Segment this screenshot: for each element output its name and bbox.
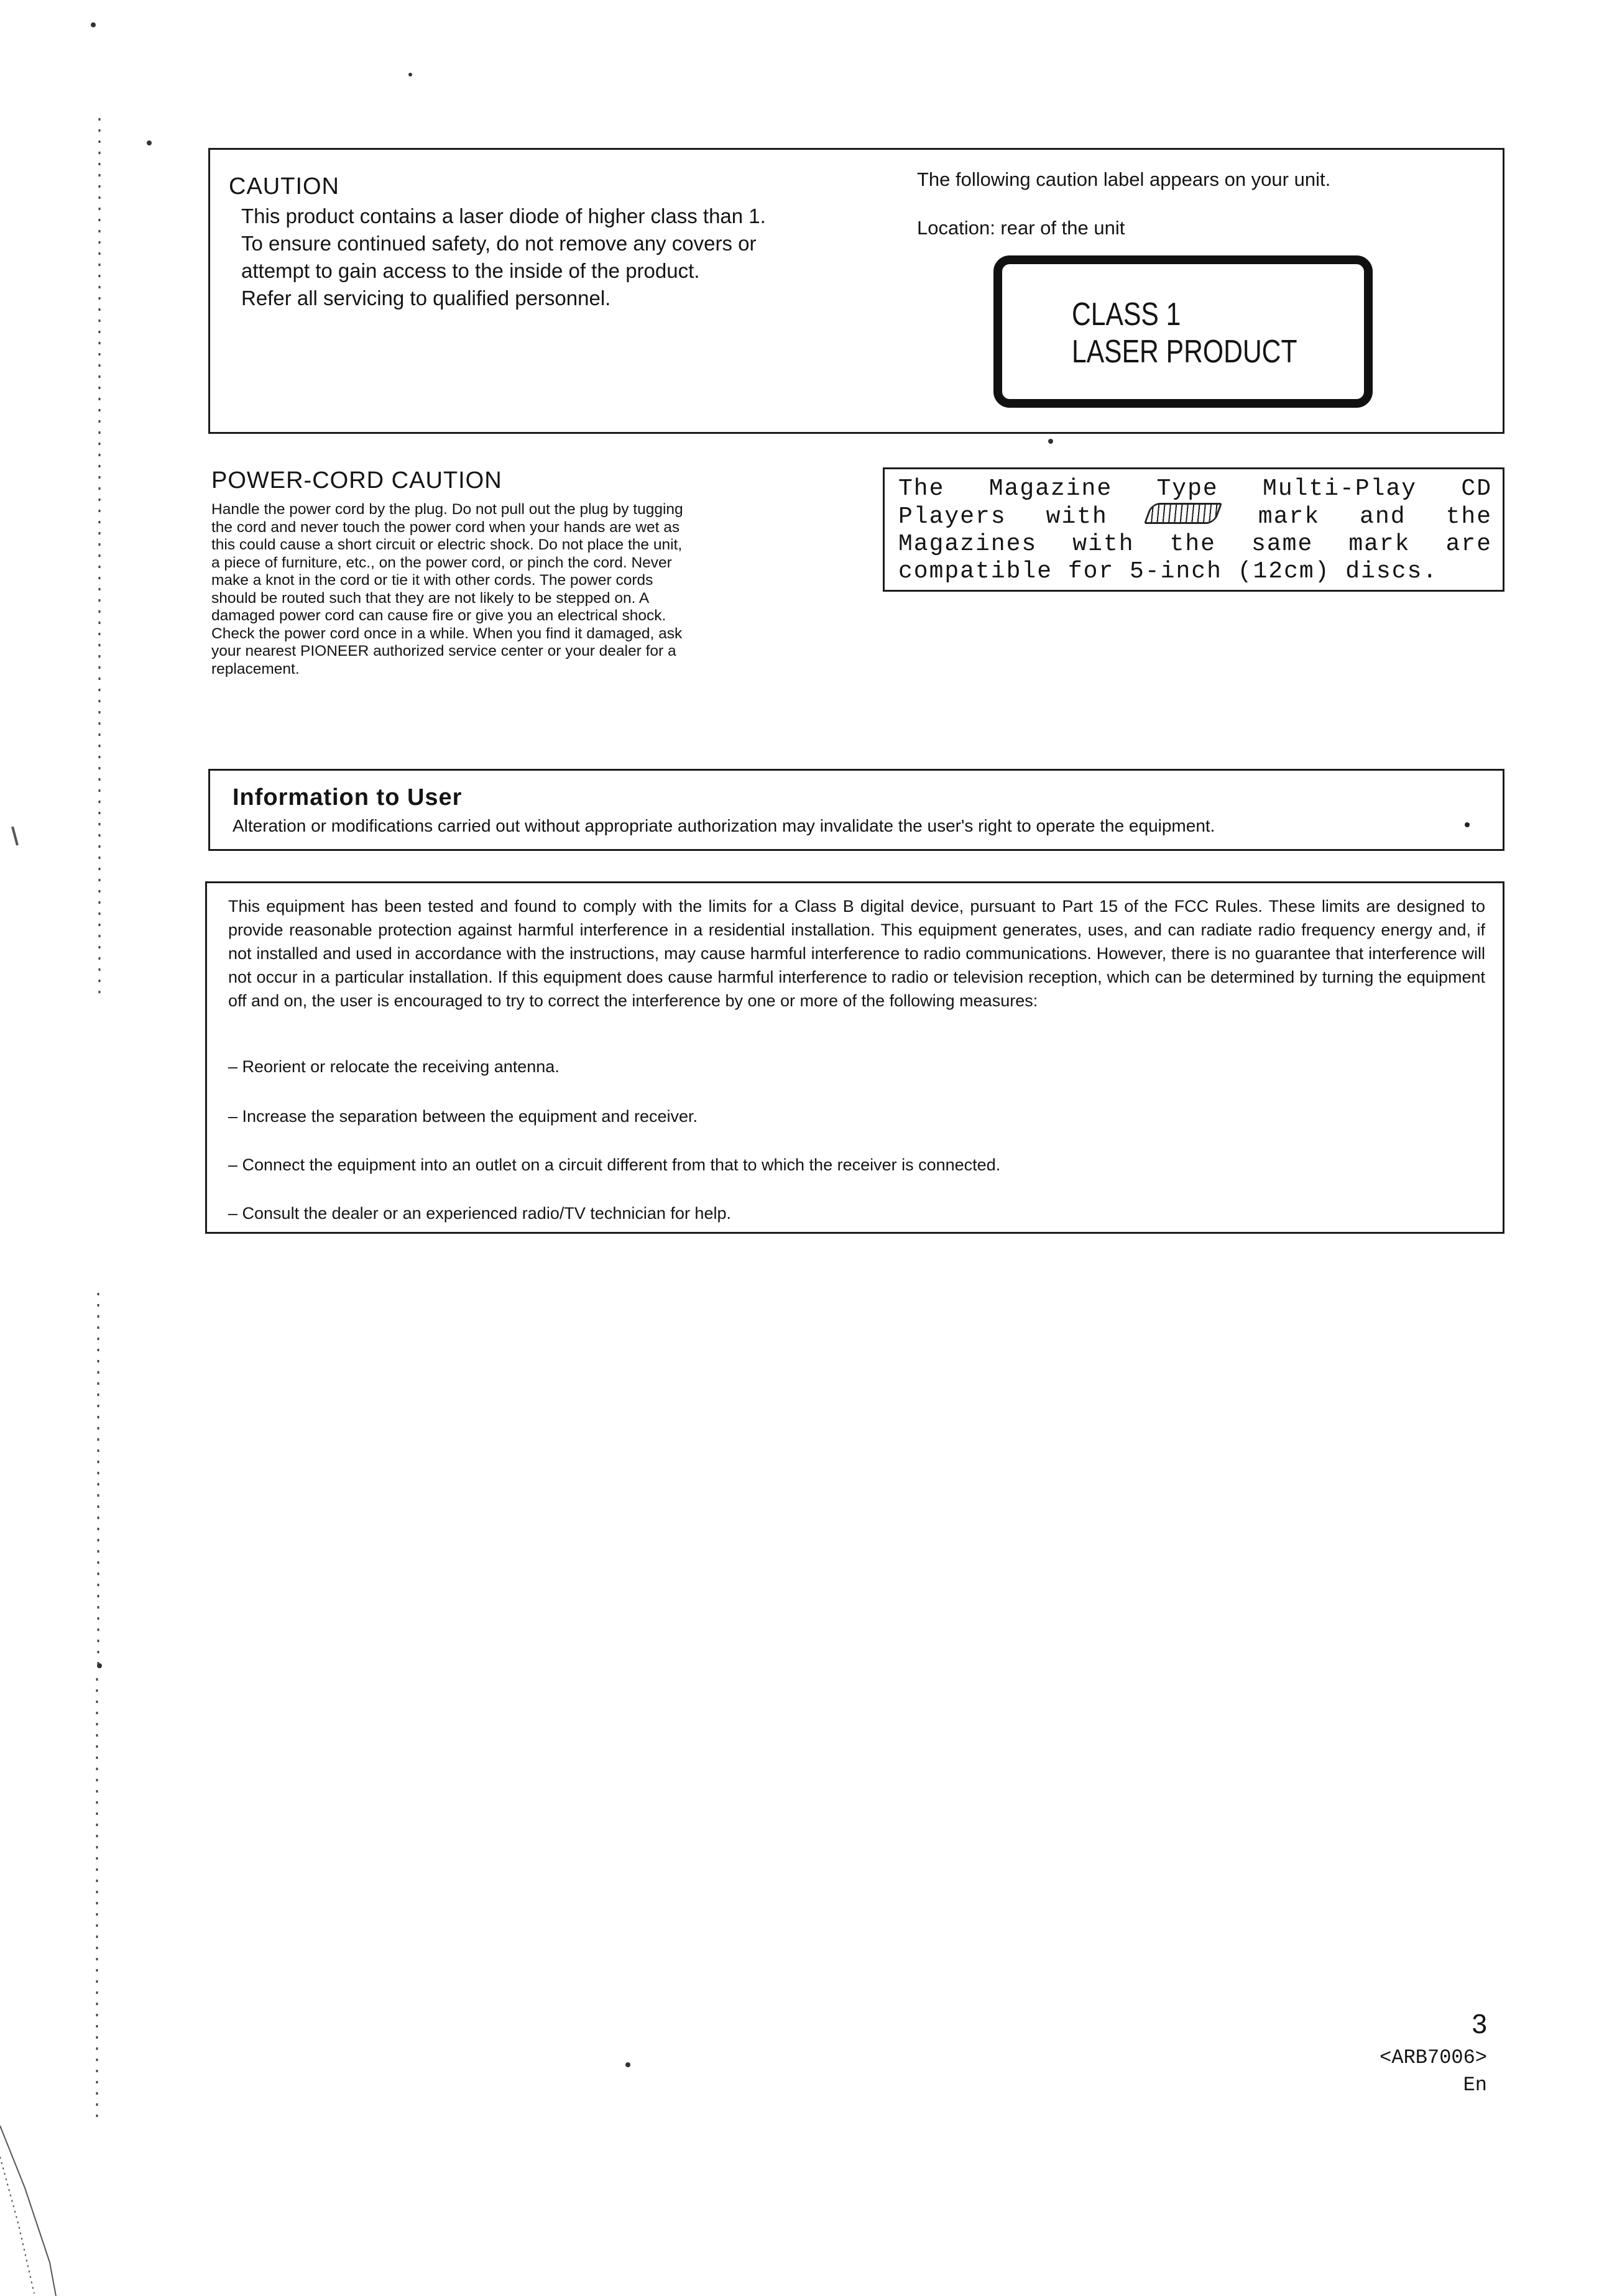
fcc-measure: – Increase the separation between the equipment and receiver.: [228, 1107, 698, 1126]
fcc-paragraph: This equipment has been tested and found to comply with the limits for a Class B digital device, pursuant to Part 15 of the FCC Rules. These limits are designed to provide reasonable protection against harmful interference in a residential installation. This equipment generates, uses, and can radiate radio frequency energy and, if not installed and used in accordance with the instructions, may cause harmful interference to radio communications. However, there is no guarantee that interference will not occur in a particular installation. If this equipment does cause harmful interference to radio or television reception, which can be determined by turning the equipment off and on, the user is encouraged to try to correct the interference by one or more of the following measures:: [228, 897, 1485, 1010]
language-code: En: [1463, 2073, 1487, 2096]
power-cord-line: a piece of furniture, etc., on the power cord, or pinch the cord. Never: [211, 554, 672, 571]
power-cord-line: this could cause a short circuit or electric shock. Do not place the unit,: [211, 536, 683, 553]
caution-line: To ensure continued safety, do not remove any covers or: [241, 232, 757, 255]
caution-line: attempt to gain access to the inside of the product.: [241, 259, 700, 282]
magazine-notice-part1: The Magazine Type Multi-Play CD Players with: [898, 475, 1492, 530]
power-cord-line: your nearest PIONEER authorized service center or your dealer for a: [211, 643, 676, 659]
power-cord-title: POWER-CORD CAUTION: [211, 467, 502, 494]
fcc-measure: – Reorient or relocate the receiving antenna.: [228, 1057, 560, 1076]
power-cord-line: Check the power cord once in a while. When you find it damaged, ask: [211, 625, 683, 642]
page-number: 3: [1472, 2009, 1487, 2039]
caution-line: Refer all servicing to qualified personnel.: [241, 287, 611, 310]
power-cord-line: the cord and never touch the power cord when your hands are wet as: [211, 518, 680, 536]
document-code: <ARB7006>: [1380, 2046, 1487, 2069]
power-cord-line: replacement.: [211, 660, 300, 677]
power-cord-line: make a knot in the cord or tie it with other cords. The power cords: [211, 572, 653, 589]
label-location-text: Location: rear of the unit: [917, 217, 1125, 239]
laser-label-line1: CLASS 1: [1072, 296, 1181, 333]
laser-label-line2: LASER PRODUCT: [1072, 334, 1297, 370]
magazine-notice-part2: mark and the Magazines with the same mark are compatible for 5-inch (12cm) discs.: [898, 503, 1492, 585]
label-intro-text: The following caution label appears on your unit.: [917, 168, 1331, 190]
power-cord-line: should be routed such that they are not likely to be stepped on. A: [211, 589, 650, 607]
info-to-user-title: Information to User: [233, 784, 463, 810]
caution-line: This product contains a laser diode of higher class than 1.: [241, 204, 766, 227]
fcc-measure: – Consult the dealer or an experienced radio/TV technician for help.: [228, 1204, 731, 1223]
info-to-user-text: Alteration or modifications carried out without appropriate authorization may invalidate the user's right to operate the equipment.: [233, 816, 1215, 835]
power-cord-line: Handle the power cord by the plug. Do not pull out the plug by tugging: [211, 501, 683, 518]
caution-title: CAUTION: [229, 173, 339, 200]
fcc-measure: – Connect the equipment into an outlet on a circuit different from that to which the receiver is connected.: [228, 1155, 1001, 1174]
power-cord-line: damaged power cord can cause fire or give you an electrical shock.: [211, 607, 666, 624]
